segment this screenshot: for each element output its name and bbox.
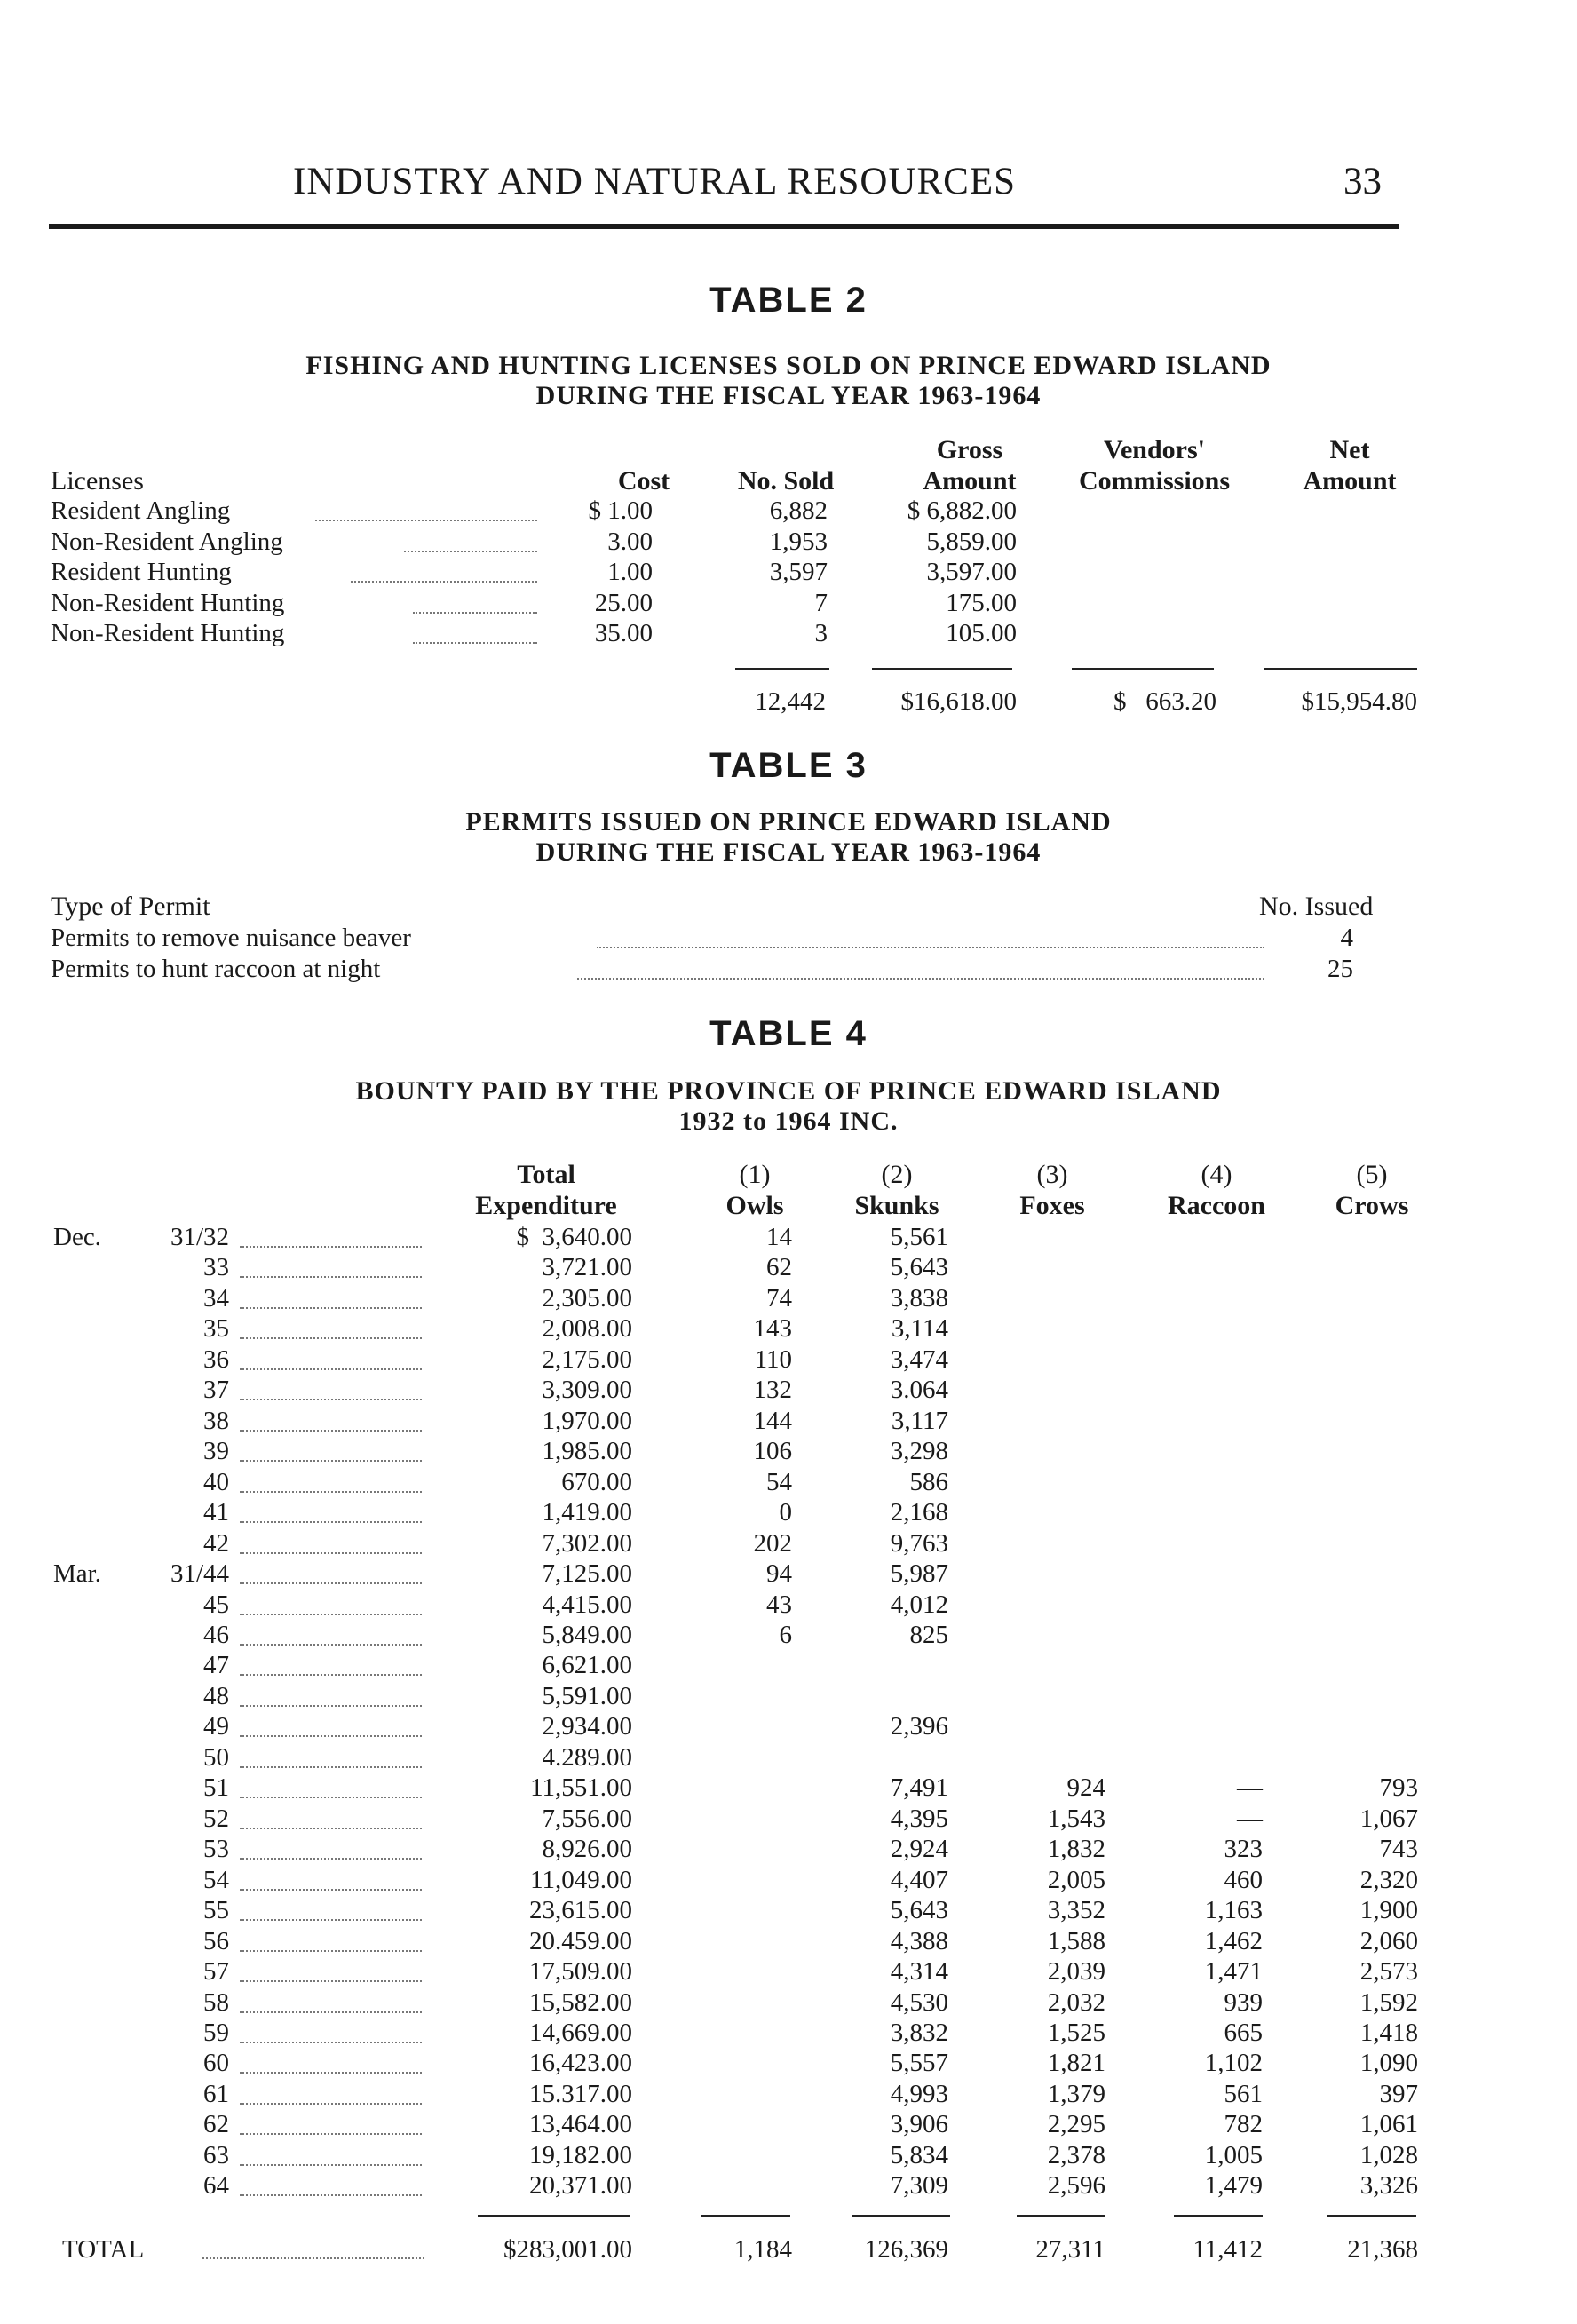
year: 46 <box>203 1621 229 1649</box>
table2-header-gross-1: Gross <box>936 435 1003 464</box>
permit-type: Permits to remove nuisance beaver <box>51 924 411 952</box>
skunks-count: 4,012 <box>890 1590 948 1619</box>
dot-leader <box>240 1367 422 1370</box>
owls-count: 14 <box>766 1223 792 1251</box>
license-gross-amount: 5,859.00 <box>926 527 1017 556</box>
skunks-count: 5,987 <box>890 1559 948 1588</box>
skunks-count: 3,117 <box>891 1407 948 1435</box>
skunks-count: 586 <box>909 1468 948 1496</box>
total-expenditure: 2,008.00 <box>542 1314 632 1343</box>
year: 47 <box>203 1651 229 1679</box>
owls-count: 143 <box>753 1314 792 1343</box>
raccoon-count: 1,462 <box>1204 1927 1263 1955</box>
table2-total-sold: 12,442 <box>755 687 826 716</box>
crows-count: 2,060 <box>1359 1927 1418 1955</box>
table4-total-expenditure: $283,001.00 <box>503 2235 632 2264</box>
year: 38 <box>203 1407 229 1435</box>
owls-count: 0 <box>779 1498 792 1527</box>
year: 31/32 <box>170 1223 229 1251</box>
year: 36 <box>203 1345 229 1374</box>
dot-leader <box>240 1733 422 1737</box>
skunks-count: 3,832 <box>890 2019 948 2047</box>
dot-leader <box>240 1979 422 1982</box>
owls-count: 74 <box>766 1284 792 1313</box>
total-expenditure: 6,621.00 <box>542 1651 632 1679</box>
crows-count: 1,061 <box>1359 2110 1418 2138</box>
raccoon-count: — <box>1237 1804 1263 1833</box>
skunks-count: 2,396 <box>890 1712 948 1741</box>
license-no-sold: 7 <box>814 589 828 617</box>
dot-leader <box>240 1672 422 1676</box>
skunks-count: 4,314 <box>890 1957 948 1986</box>
crows-count: 743 <box>1379 1835 1418 1863</box>
owls-count: 202 <box>753 1529 792 1558</box>
owls-count: 6 <box>779 1621 792 1649</box>
dot-leader <box>240 1458 422 1462</box>
table2-header-vendors-1: Vendors' <box>1104 435 1205 464</box>
owls-count: 132 <box>753 1376 792 1404</box>
dot-leader <box>351 579 537 583</box>
crows-count: 2,573 <box>1359 1957 1418 1986</box>
dot-leader <box>240 2101 422 2105</box>
year: 40 <box>203 1468 229 1496</box>
total-expenditure: 2,934.00 <box>542 1712 632 1741</box>
year: 59 <box>203 2019 229 2047</box>
raccoon-count: 323 <box>1224 1835 1263 1863</box>
total-expenditure: 23,615.00 <box>529 1896 632 1924</box>
foxes-count: 1,832 <box>1047 1835 1105 1863</box>
dot-leader <box>240 1581 422 1584</box>
permit-no-issued: 25 <box>1327 955 1353 983</box>
total-expenditure: 2,305.00 <box>542 1284 632 1313</box>
skunks-count: 3,298 <box>890 1437 948 1465</box>
foxes-count: 1,588 <box>1047 1927 1105 1955</box>
license-name: Resident Hunting <box>51 558 232 586</box>
raccoon-count: 939 <box>1224 1988 1263 2017</box>
total-expenditure: 13,464.00 <box>529 2110 632 2138</box>
crows-count: 397 <box>1379 2080 1418 2108</box>
foxes-count: 1,379 <box>1047 2080 1105 2108</box>
year: 64 <box>203 2171 229 2200</box>
dot-leader <box>240 2010 422 2013</box>
license-name: Non-Resident Hunting <box>51 619 285 647</box>
table2-caption-line2: DURING THE FISCAL YEAR 1963-1964 <box>535 381 1042 410</box>
dot-leader <box>413 640 537 644</box>
dot-leader <box>240 1948 422 1952</box>
owls-count: 54 <box>766 1468 792 1496</box>
license-no-sold: 3 <box>814 619 828 647</box>
skunks-count: 5,561 <box>890 1223 948 1251</box>
table2-title: TABLE 2 <box>709 281 868 320</box>
year: 58 <box>203 1988 229 2017</box>
raccoon-count: 1,102 <box>1204 2049 1263 2077</box>
skunks-count: 3.064 <box>890 1376 948 1404</box>
license-name: Non-Resident Angling <box>51 527 283 556</box>
table4-sum-rule-total <box>478 2215 630 2217</box>
table2-header-gross-2: Amount <box>923 466 1017 496</box>
table4-header-foxes-1: (3) <box>1036 1160 1068 1189</box>
table3-caption-line1: PERMITS ISSUED ON PRINCE EDWARD ISLAND <box>465 807 1112 837</box>
crows-count: 1,592 <box>1359 1988 1418 2017</box>
total-expenditure: 5,849.00 <box>542 1621 632 1649</box>
license-gross-amount: 3,597.00 <box>926 558 1017 586</box>
skunks-count: 825 <box>909 1621 948 1649</box>
permit-no-issued: 4 <box>1340 924 1353 952</box>
raccoon-count: 782 <box>1224 2110 1263 2138</box>
total-expenditure: 14,669.00 <box>529 2019 632 2047</box>
table3-title: TABLE 3 <box>709 746 868 785</box>
owls-count: 62 <box>766 1253 792 1281</box>
dot-leader <box>240 2193 422 2196</box>
skunks-count: 5,557 <box>890 2049 948 2077</box>
dot-leader <box>240 1397 422 1400</box>
dot-leader <box>240 1305 422 1309</box>
dot-leader <box>240 1703 422 1707</box>
table4-sum-rule-foxes <box>1017 2215 1105 2217</box>
foxes-count: 2,032 <box>1047 1988 1105 2017</box>
total-expenditure: 15,582.00 <box>529 1988 632 2017</box>
foxes-count: 924 <box>1066 1773 1105 1802</box>
table2-caption-line1: FISHING AND HUNTING LICENSES SOLD ON PRINCE EDWARD ISLAND <box>305 351 1272 380</box>
table4-total-owls: 1,184 <box>733 2235 792 2264</box>
foxes-count: 2,295 <box>1047 2110 1105 2138</box>
crows-count: 1,090 <box>1359 2049 1418 2077</box>
total-expenditure: 1,985.00 <box>542 1437 632 1465</box>
crows-count: 793 <box>1379 1773 1418 1802</box>
foxes-count: 3,352 <box>1047 1896 1105 1924</box>
dot-leader <box>240 1551 422 1554</box>
raccoon-count: 665 <box>1224 2019 1263 2047</box>
dot-leader <box>240 1795 422 1798</box>
total-expenditure: 4.289.00 <box>542 1743 632 1772</box>
license-cost: 35.00 <box>594 619 653 647</box>
total-expenditure: 5,591.00 <box>542 1682 632 1710</box>
total-expenditure: 4,415.00 <box>542 1590 632 1619</box>
total-expenditure: 8,926.00 <box>542 1835 632 1863</box>
year: 51 <box>203 1773 229 1802</box>
license-no-sold: 3,597 <box>769 558 828 586</box>
dot-leader <box>240 1489 422 1493</box>
year: 35 <box>203 1314 229 1343</box>
raccoon-count: 1,471 <box>1204 1957 1263 1986</box>
dot-leader <box>240 1856 422 1860</box>
year: 53 <box>203 1835 229 1863</box>
owls-count: 106 <box>753 1437 792 1465</box>
table2-sum-rule-sold <box>735 668 829 670</box>
skunks-count: 2,924 <box>890 1835 948 1863</box>
crows-count: 3,326 <box>1359 2171 1418 2200</box>
page-number: 33 <box>1343 161 1382 202</box>
dot-leader <box>597 945 1264 948</box>
table2-sum-rule-vendors <box>1072 668 1214 670</box>
skunks-count: 5,834 <box>890 2141 948 2169</box>
year: 60 <box>203 2049 229 2077</box>
crows-count: 2,320 <box>1359 1866 1418 1894</box>
table4-total-raccoon: 11,412 <box>1193 2235 1263 2264</box>
license-cost: $ 1.00 <box>588 496 653 525</box>
table4-header-total-2: Expenditure <box>475 1191 617 1220</box>
foxes-count: 1,543 <box>1047 1804 1105 1833</box>
skunks-count: 5,643 <box>890 1253 948 1281</box>
table2-total-vendors: $ 663.20 <box>1113 687 1216 716</box>
total-expenditure: 7,556.00 <box>542 1804 632 1833</box>
license-name: Resident Angling <box>51 496 231 525</box>
dot-leader <box>240 1765 422 1768</box>
skunks-count: 4,993 <box>890 2080 948 2108</box>
total-expenditure: 16,423.00 <box>529 2049 632 2077</box>
total-expenditure: 1,970.00 <box>542 1407 632 1435</box>
total-expenditure: $ 3,640.00 <box>516 1223 632 1251</box>
year: 61 <box>203 2080 229 2108</box>
running-head: INDUSTRY AND NATURAL RESOURCES <box>293 161 1017 202</box>
year: 39 <box>203 1437 229 1465</box>
dot-leader <box>240 1336 422 1339</box>
total-expenditure: 2,175.00 <box>542 1345 632 1374</box>
table3-caption-line2: DURING THE FISCAL YEAR 1963-1964 <box>535 837 1042 867</box>
table4-header-owls-2: Owls <box>725 1191 784 1220</box>
year: 54 <box>203 1866 229 1894</box>
year: 63 <box>203 2141 229 2169</box>
skunks-count: 9,763 <box>890 1529 948 1558</box>
skunks-count: 3,838 <box>890 1284 948 1313</box>
table4-title: TABLE 4 <box>709 1014 868 1053</box>
table4-header-foxes-2: Foxes <box>1019 1191 1085 1220</box>
raccoon-count: 1,163 <box>1204 1896 1263 1924</box>
table4-total-leader <box>202 2256 424 2259</box>
table4-total-label: TOTAL <box>62 2235 145 2264</box>
year: 55 <box>203 1896 229 1924</box>
table4-header-raccoon-1: (4) <box>1201 1160 1232 1189</box>
skunks-count: 3,906 <box>890 2110 948 2138</box>
skunks-count: 7,309 <box>890 2171 948 2200</box>
table2-sum-rule-net <box>1264 668 1417 670</box>
table4-sum-rule-raccoon <box>1174 2215 1263 2217</box>
skunks-count: 7,491 <box>890 1773 948 1802</box>
year: 34 <box>203 1284 229 1313</box>
year: 57 <box>203 1957 229 1986</box>
license-cost: 3.00 <box>607 527 653 556</box>
table2-header-vendors-2: Commissions <box>1078 466 1231 496</box>
table4-header-crows-1: (5) <box>1356 1160 1388 1189</box>
total-expenditure: 11,551.00 <box>530 1773 632 1802</box>
dot-leader <box>240 1274 422 1278</box>
table2-sum-rule-gross <box>872 668 1012 670</box>
table2-header-cost: Cost <box>617 466 670 496</box>
dot-leader <box>240 1428 422 1432</box>
table4-sum-rule-crows <box>1327 2215 1416 2217</box>
skunks-count: 4,395 <box>890 1804 948 1833</box>
skunks-count: 5,643 <box>890 1896 948 1924</box>
dot-leader <box>240 1612 422 1615</box>
license-cost: 1.00 <box>607 558 653 586</box>
table2-header-no-sold: No. Sold <box>737 466 835 496</box>
permit-type: Permits to hunt raccoon at night <box>51 955 381 983</box>
dot-leader <box>315 518 537 521</box>
total-expenditure: 19,182.00 <box>529 2141 632 2169</box>
license-no-sold: 1,953 <box>769 527 828 556</box>
raccoon-count: 1,005 <box>1204 2141 1263 2169</box>
dot-leader <box>240 2162 422 2166</box>
dot-leader <box>577 976 1264 980</box>
total-expenditure: 1,419.00 <box>542 1498 632 1527</box>
crows-count: 1,418 <box>1359 2019 1418 2047</box>
total-expenditure: 15.317.00 <box>529 2080 632 2108</box>
total-expenditure: 7,302.00 <box>542 1529 632 1558</box>
crows-count: 1,900 <box>1359 1896 1418 1924</box>
header-rule <box>49 224 1399 229</box>
total-expenditure: 20,371.00 <box>529 2171 632 2200</box>
dot-leader <box>240 2070 422 2074</box>
license-name: Non-Resident Hunting <box>51 589 285 617</box>
raccoon-count: 1,479 <box>1204 2171 1263 2200</box>
year: 42 <box>203 1529 229 1558</box>
table4-header-skunks-1: (2) <box>881 1160 913 1189</box>
dot-leader <box>413 610 537 614</box>
table4-total-crows: 21,368 <box>1347 2235 1418 2264</box>
year: 31/44 <box>170 1559 229 1588</box>
skunks-count: 3,474 <box>890 1345 948 1374</box>
total-expenditure: 11,049.00 <box>530 1866 632 1894</box>
table4-header-raccoon-2: Raccoon <box>1168 1191 1265 1220</box>
dot-leader <box>240 2040 422 2043</box>
total-expenditure: 3,721.00 <box>542 1253 632 1281</box>
year: 50 <box>203 1743 229 1772</box>
crows-count: 1,067 <box>1359 1804 1418 1833</box>
year: 37 <box>203 1376 229 1404</box>
dot-leader <box>240 1519 422 1523</box>
total-expenditure: 3,309.00 <box>542 1376 632 1404</box>
dot-leader <box>240 1244 422 1248</box>
table4-caption-line1: BOUNTY PAID BY THE PROVINCE OF PRINCE EDWARD ISLAND <box>355 1076 1222 1106</box>
skunks-count: 4,388 <box>890 1927 948 1955</box>
license-no-sold: 6,882 <box>769 496 828 525</box>
table2-total-net: $15,954.80 <box>1301 687 1417 716</box>
foxes-count: 2,596 <box>1047 2171 1105 2200</box>
total-expenditure: 670.00 <box>561 1468 632 1496</box>
raccoon-count: 561 <box>1224 2080 1263 2108</box>
table4-header-owls-1: (1) <box>739 1160 771 1189</box>
foxes-count: 2,039 <box>1047 1957 1105 1986</box>
table4-total-skunks: 126,369 <box>864 2235 948 2264</box>
table2-header-net-2: Amount <box>1303 466 1397 496</box>
year: 52 <box>203 1804 229 1833</box>
skunks-count: 2,168 <box>890 1498 948 1527</box>
year: 33 <box>203 1253 229 1281</box>
foxes-count: 2,005 <box>1047 1866 1105 1894</box>
owls-count: 43 <box>766 1590 792 1619</box>
dot-leader <box>240 2131 422 2135</box>
table4-sum-rule-owls <box>701 2215 790 2217</box>
dot-leader <box>240 1917 422 1921</box>
total-expenditure: 20.459.00 <box>529 1927 632 1955</box>
table2-total-gross: $16,618.00 <box>900 687 1017 716</box>
owls-count: 110 <box>754 1345 792 1374</box>
table2-header-net-1: Net <box>1329 435 1370 464</box>
foxes-count: 1,821 <box>1047 2049 1105 2077</box>
year: 62 <box>203 2110 229 2138</box>
license-gross-amount: 105.00 <box>946 619 1017 647</box>
license-gross-amount: $ 6,882.00 <box>907 496 1017 525</box>
year: 48 <box>203 1682 229 1710</box>
table4-header-skunks-2: Skunks <box>854 1191 939 1220</box>
table3-header-issued: No. Issued <box>1259 892 1374 921</box>
owls-count: 144 <box>753 1407 792 1435</box>
license-gross-amount: 175.00 <box>946 589 1017 617</box>
skunks-count: 3,114 <box>891 1314 948 1343</box>
dot-leader <box>404 549 537 552</box>
table4-sum-rule-skunks <box>852 2215 950 2217</box>
table3-header-type: Type of Permit <box>51 892 210 921</box>
year: 49 <box>203 1712 229 1741</box>
dot-leader <box>240 1887 422 1891</box>
year: 45 <box>203 1590 229 1619</box>
crows-count: 1,028 <box>1359 2141 1418 2169</box>
year: 56 <box>203 1927 229 1955</box>
foxes-count: 2,378 <box>1047 2141 1105 2169</box>
year: 41 <box>203 1498 229 1527</box>
table4-total-foxes: 27,311 <box>1035 2235 1105 2264</box>
dot-leader <box>240 1642 422 1646</box>
table2-header-licenses: Licenses <box>51 466 144 496</box>
total-expenditure: 7,125.00 <box>542 1559 632 1588</box>
foxes-count: 1,525 <box>1047 2019 1105 2047</box>
table4-header-crows-2: Crows <box>1335 1191 1409 1220</box>
skunks-count: 4,407 <box>890 1866 948 1894</box>
table4-caption-line2: 1932 to 1964 INC. <box>678 1106 899 1136</box>
license-cost: 25.00 <box>594 589 653 617</box>
raccoon-count: — <box>1237 1773 1263 1802</box>
table4-header-total-1: Total <box>517 1160 575 1189</box>
total-expenditure: 17,509.00 <box>529 1957 632 1986</box>
year-prefix: Mar. <box>53 1559 101 1588</box>
raccoon-count: 460 <box>1224 1866 1263 1894</box>
dot-leader <box>240 1826 422 1829</box>
skunks-count: 4,530 <box>890 1988 948 2017</box>
year-prefix: Dec. <box>53 1223 101 1251</box>
owls-count: 94 <box>766 1559 792 1588</box>
